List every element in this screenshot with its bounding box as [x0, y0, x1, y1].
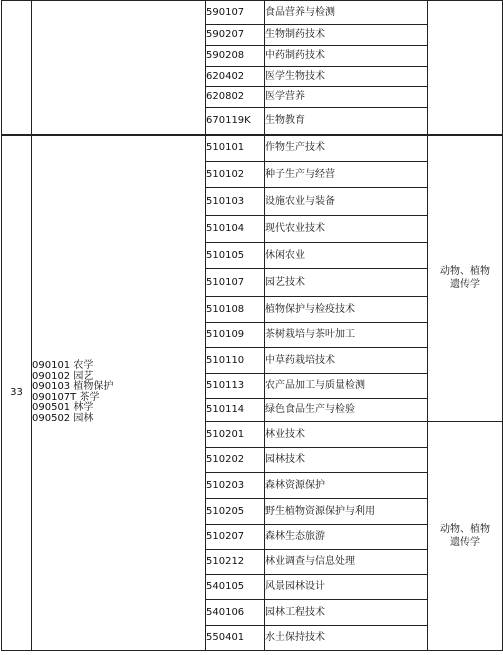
subjects-cell: [32, 1, 206, 135]
major-code: 510103: [206, 188, 265, 216]
subject-line: 090101 农学: [32, 359, 94, 371]
major-code: 510205: [206, 499, 265, 525]
major-name: 森林生态旅游: [265, 525, 428, 550]
subject-line: 090501 林学: [32, 402, 94, 414]
major-code: 510102: [206, 162, 265, 188]
course-line: 动物、植物: [440, 524, 490, 535]
major-name: 植物保护与检疫技术: [265, 297, 428, 323]
major-name: 森林资源保护: [265, 473, 428, 499]
major-code: 510109: [206, 323, 265, 348]
table-row: [2, 1, 503, 25]
major-code: 510114: [206, 399, 265, 422]
major-name: 风景园林设计: [265, 575, 428, 600]
course-cell: [428, 422, 503, 651]
major-name: 林业技术: [265, 422, 428, 448]
subject-line: 090107T 茶学: [32, 391, 100, 403]
major-name: 园林工程技术: [265, 600, 428, 626]
major-name: 绿色食品生产与检验: [265, 399, 428, 422]
major-code: 510212: [206, 550, 265, 575]
major-name: 食品营养与检测: [265, 1, 428, 25]
major-code: 620402: [206, 67, 265, 87]
course-line: 遗传学: [450, 279, 480, 291]
major-code: 540106: [206, 600, 265, 626]
major-code: 510201: [206, 422, 265, 448]
major-name: 作物生产技术: [265, 135, 428, 162]
major-name: 中草药栽培技术: [265, 348, 428, 374]
major-name: 茶树栽培与茶叶加工: [265, 323, 428, 348]
subject-line: 090103 植物保护: [32, 381, 114, 393]
major-code: 510104: [206, 216, 265, 243]
major-code: 670119K: [206, 108, 265, 135]
subjects-cell: [32, 135, 206, 651]
major-name: 医学营养: [265, 87, 428, 108]
major-code: 510113: [206, 374, 265, 399]
major-name: 农产品加工与质量检测: [265, 374, 428, 399]
major-name: 园林技术: [265, 448, 428, 473]
major-name: 休闲农业: [265, 243, 428, 269]
major-code: 590207: [206, 25, 265, 46]
course-cell: [428, 1, 503, 135]
major-code: 590107: [206, 1, 265, 25]
major-name: 医学生物技术: [265, 67, 428, 87]
major-code: 510202: [206, 448, 265, 473]
group-index-cell: 33: [2, 135, 32, 651]
major-name: 园艺技术: [265, 269, 428, 297]
major-code: 510207: [206, 525, 265, 550]
major-code: 620802: [206, 87, 265, 108]
course-line: 动物、植物: [440, 266, 490, 278]
major-name: 水土保持技术: [265, 626, 428, 651]
group-index-cell: [2, 1, 32, 135]
course-cell: [428, 135, 503, 422]
major-code: 510105: [206, 243, 265, 269]
major-name: 野生植物资源保护与利用: [265, 499, 428, 525]
major-name: 生物教育: [265, 108, 428, 135]
major-code: 510203: [206, 473, 265, 499]
major-name: 种子生产与经营: [265, 162, 428, 188]
table-row: [2, 135, 503, 162]
major-code: 510108: [206, 297, 265, 323]
course-line: 遗传学: [450, 537, 480, 548]
subject-line: 090502 园林: [32, 412, 94, 424]
major-name: 中药制药技术: [265, 46, 428, 67]
major-name: 林业调查与信息处理: [265, 550, 428, 575]
major-code: 550401: [206, 626, 265, 651]
major-name: 现代农业技术: [265, 216, 428, 243]
subject-line: 090102 园艺: [32, 370, 94, 382]
major-table: [1, 0, 503, 651]
major-code: 510107: [206, 269, 265, 297]
major-name: 生物制药技术: [265, 25, 428, 46]
major-code: 540105: [206, 575, 265, 600]
major-name: 设施农业与装备: [265, 188, 428, 216]
major-code: 510110: [206, 348, 265, 374]
major-code: 510101: [206, 135, 265, 162]
major-code: 590208: [206, 46, 265, 67]
